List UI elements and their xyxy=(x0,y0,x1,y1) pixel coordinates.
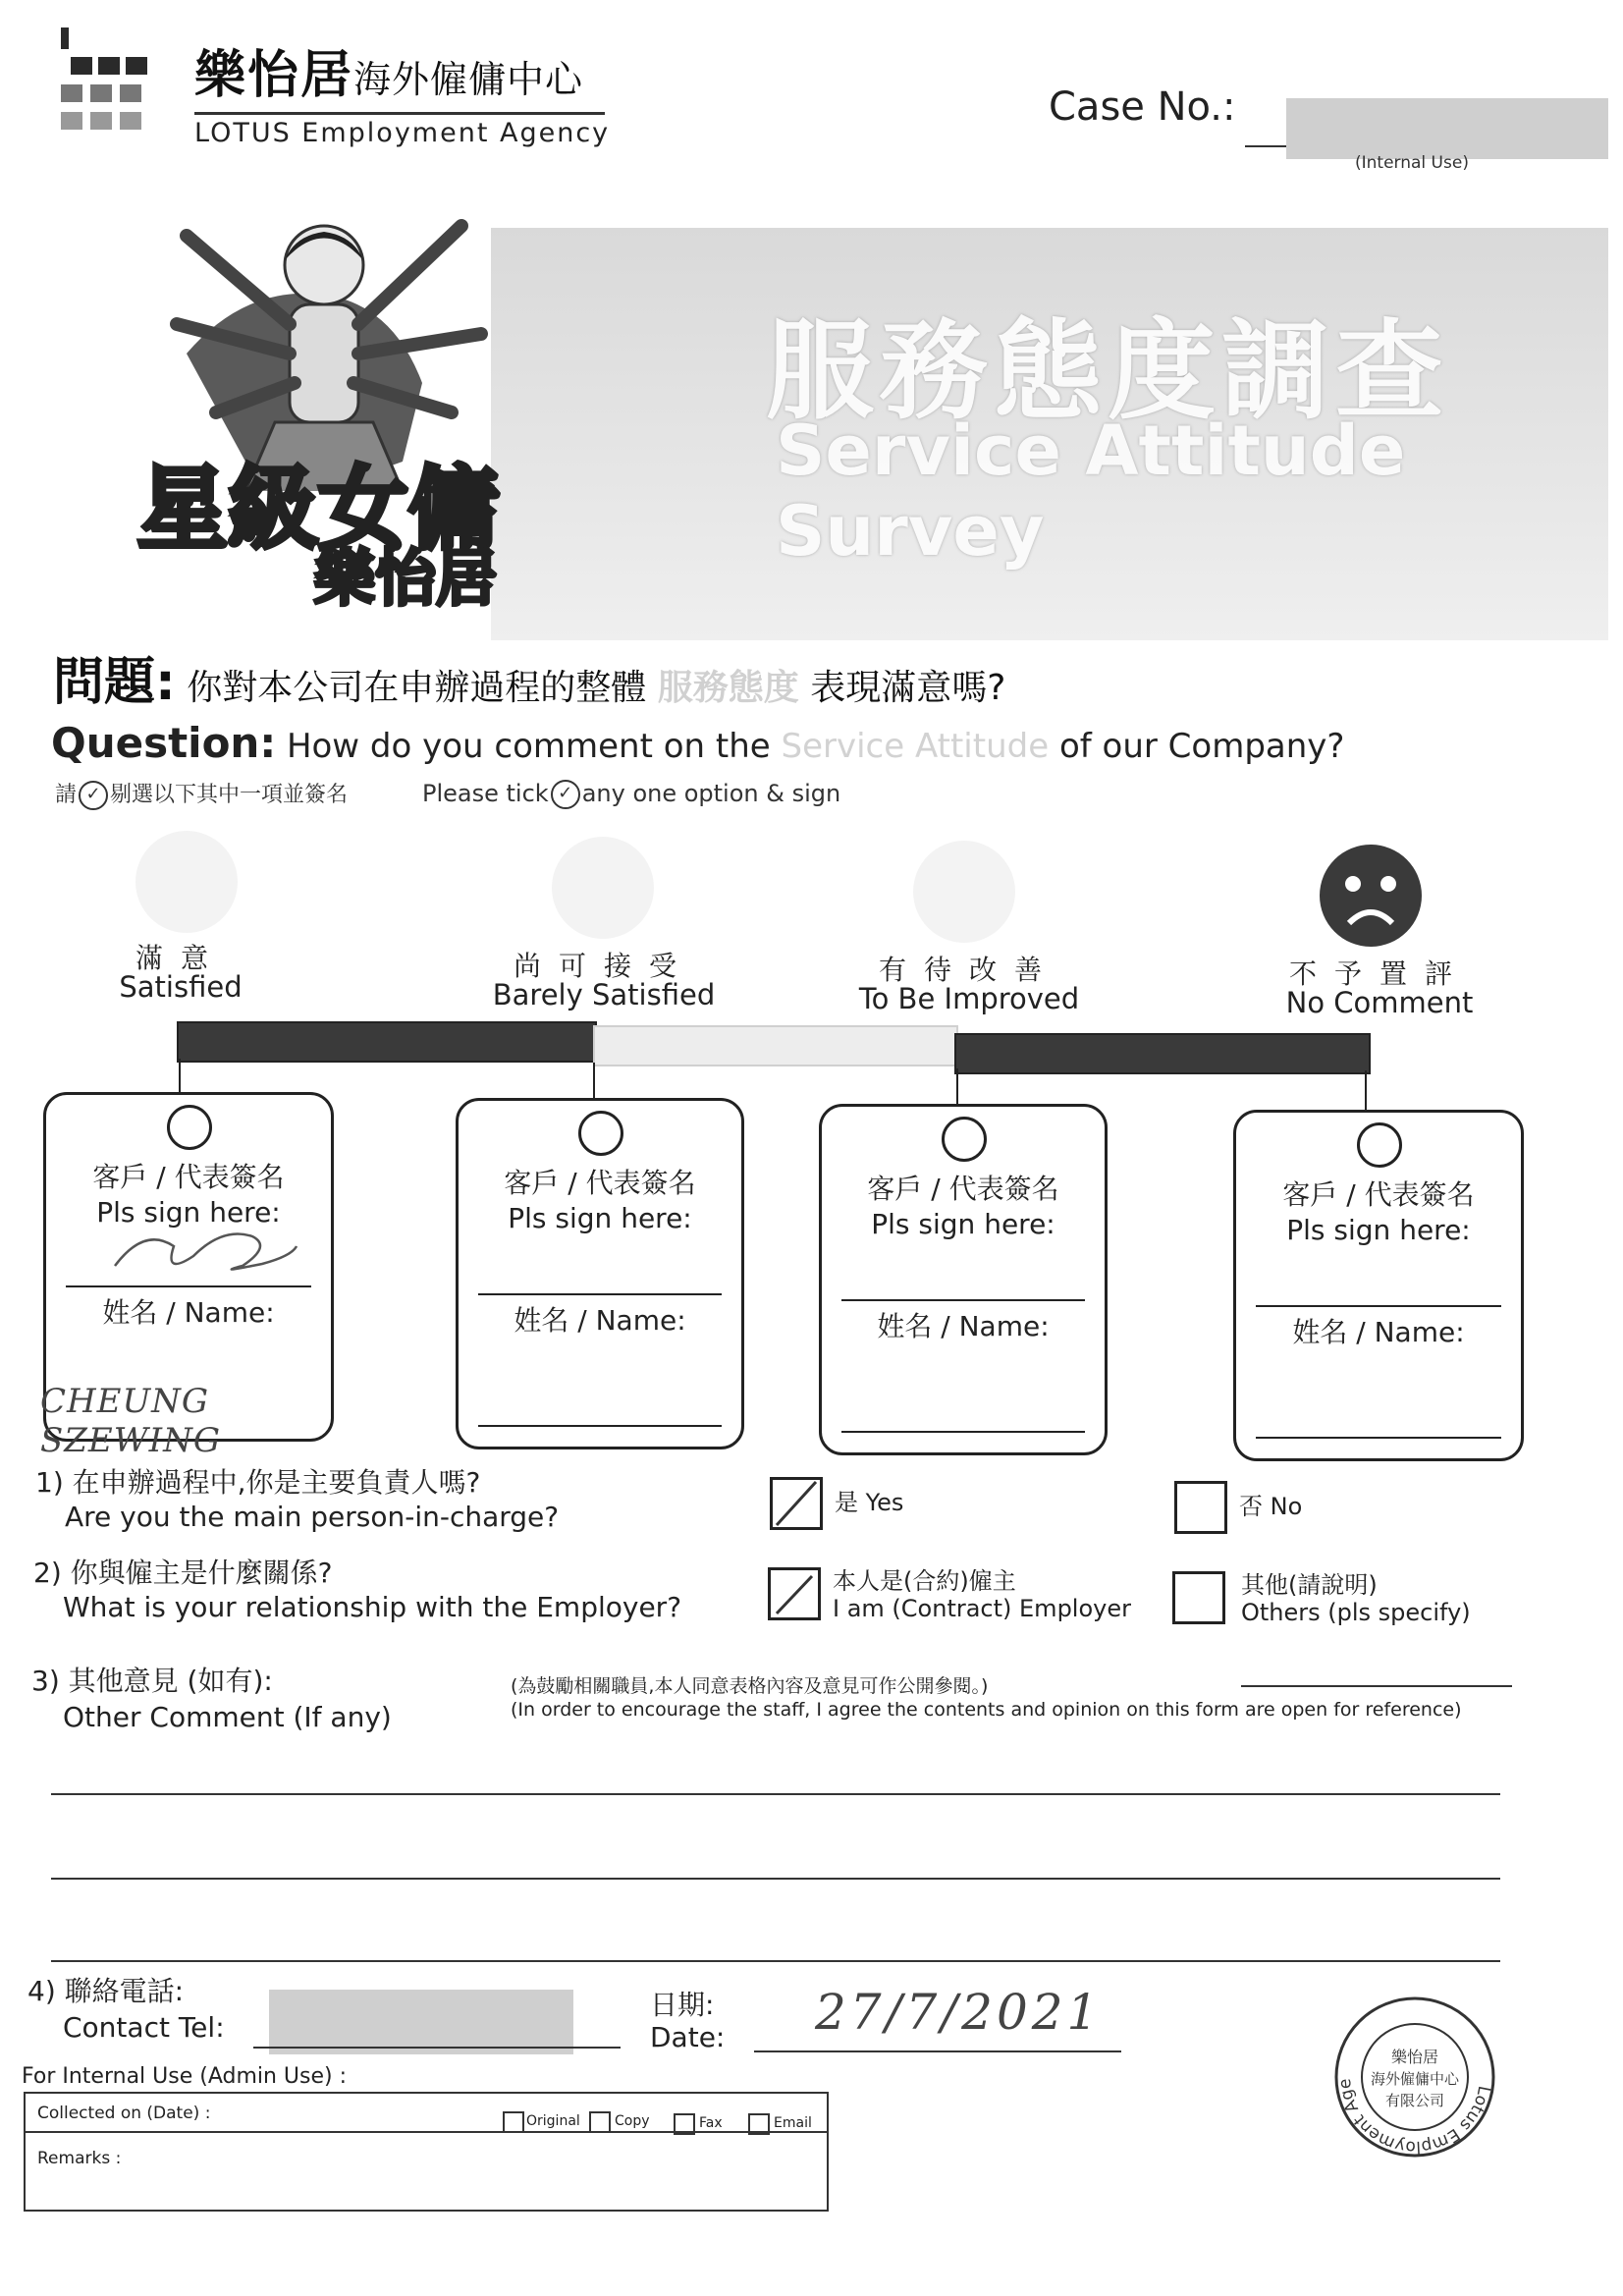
contact-tel-line[interactable] xyxy=(253,2047,621,2049)
tick-instruction-en: Please tick ✓ any one option & sign xyxy=(422,780,841,807)
banner-title-en: Service Attitude Survey xyxy=(776,410,1406,572)
tick-instruction-zh: 請 ✓ 剔選以下其中一項並簽名 xyxy=(55,778,348,810)
handwritten-name: CHEUNG SZEWING xyxy=(40,1382,222,1460)
brand-name-zh: 樂怡居海外僱傭中心 xyxy=(194,46,584,105)
option-radio-satisfied[interactable] xyxy=(167,1105,212,1150)
question-en: Question: How do you comment on the Service Attitude of our Company? xyxy=(51,719,1345,767)
q1-no-checkbox[interactable] xyxy=(1174,1481,1227,1534)
q1-label-zh: 1) 在申辦過程中,你是主要負責人嗎? xyxy=(35,1466,481,1499)
banner-title-zh: 服務態度調查 xyxy=(766,308,1449,434)
q2-employer-checkbox[interactable] xyxy=(768,1567,821,1620)
option-barely-en: Barely Satisfied xyxy=(492,978,716,1011)
remarks-label: Remarks : xyxy=(37,2149,122,2168)
q2-others-label: 其他(請說明) Others (pls specify) xyxy=(1241,1571,1471,1626)
q1-no-label: 否 No xyxy=(1239,1493,1303,1520)
brand-name-en: LOTUS Employment Agency xyxy=(194,118,611,148)
sign-line[interactable] xyxy=(841,1299,1085,1301)
name-label: 姓名 / Name: xyxy=(514,1304,686,1337)
option-radio-barely[interactable] xyxy=(578,1111,623,1156)
option-improve-en: To Be Improved xyxy=(858,982,1080,1015)
brand-divider xyxy=(194,112,605,115)
question-zh: 問題: 你對本公司在申辦過程的整體 服務態度 表現滿意嗎? xyxy=(53,653,1006,712)
svg-text:海外僱傭中心: 海外僱傭中心 xyxy=(1370,2070,1460,2088)
handwritten-signature xyxy=(105,1217,301,1276)
date-line[interactable] xyxy=(754,2050,1121,2052)
admin-fax-label: Fax xyxy=(699,2115,723,2131)
q1-yes-label: 是 Yes xyxy=(835,1489,904,1516)
admin-copy-label: Copy xyxy=(615,2113,650,2129)
sign-label-zh: 客戶 / 代表簽名 xyxy=(92,1161,285,1193)
admin-original-checkbox[interactable] xyxy=(503,2111,524,2133)
contact-tel-redacted xyxy=(269,1990,573,2054)
mascot-illustration xyxy=(128,167,540,609)
checkmark-icon xyxy=(771,1570,818,1617)
comment-line-3[interactable] xyxy=(51,1960,1500,1962)
option-nocomment-en: No Comment xyxy=(1285,986,1474,1019)
admin-email-label: Email xyxy=(774,2115,812,2131)
option-radio-improve[interactable] xyxy=(942,1117,987,1162)
option-improve-zh: 有待改善 xyxy=(878,954,1059,986)
option-satisfied-zh: 滿意 xyxy=(135,942,226,974)
q3-label-en: Other Comment (If any) xyxy=(63,1701,392,1733)
sign-label-en: Pls sign here: xyxy=(508,1202,692,1234)
option-barely-zh: 尚可接受 xyxy=(513,950,694,982)
checkmark-icon xyxy=(773,1480,820,1527)
sign-label-zh: 客戶 / 代表簽名 xyxy=(504,1167,696,1199)
frown-face-icon xyxy=(1320,845,1422,947)
case-number-label: Case No.: xyxy=(1049,84,1236,130)
q3-note-zh: (為鼓勵相關職員,本人同意表格內容及意見可作公開參閱。) xyxy=(511,1675,989,1697)
comment-line-2[interactable] xyxy=(51,1878,1500,1880)
collected-on-label: Collected on (Date) : xyxy=(37,2104,211,2123)
name-label: 姓名 / Name: xyxy=(1292,1316,1465,1348)
q4-label-zh: 4) 聯絡電話: xyxy=(27,1975,185,2007)
svg-text:Lotus Employment Agency Limite: Lotus Employment Age xyxy=(1334,2077,1494,2158)
signature-card-satisfied[interactable] xyxy=(40,1092,334,1460)
svg-text:樂怡居: 樂怡居 xyxy=(1390,2048,1439,2066)
sign-label-zh: 客戶 / 代表簽名 xyxy=(1282,1178,1475,1211)
sign-label-zh: 客戶 / 代表簽名 xyxy=(867,1173,1059,1205)
q2-others-checkbox[interactable] xyxy=(1172,1571,1225,1624)
svg-text:有限公司: 有限公司 xyxy=(1384,2092,1445,2109)
smiley-face-icon xyxy=(135,831,238,933)
admin-section-title: For Internal Use (Admin Use) : xyxy=(22,2064,348,2089)
sign-label-en: Pls sign here: xyxy=(96,1196,281,1229)
case-number-redacted xyxy=(1286,98,1608,159)
q2-label-zh: 2) 你與僱主是什麼關係? xyxy=(33,1557,333,1589)
tick-icon: ✓ xyxy=(551,780,580,809)
company-seal-stamp xyxy=(1331,1994,1498,2160)
sign-label-en: Pls sign here: xyxy=(1286,1214,1471,1246)
option-nocomment-zh: 不予置評 xyxy=(1288,957,1470,990)
company-logo-icon xyxy=(61,27,151,136)
signature-card-nocomment[interactable] xyxy=(1233,1110,1524,1461)
tick-icon: ✓ xyxy=(79,781,108,810)
q1-yes-checkbox[interactable] xyxy=(770,1477,823,1530)
case-number-note: (Internal Use) xyxy=(1355,153,1469,173)
admin-fax-checkbox[interactable] xyxy=(674,2113,695,2135)
improve-face-icon xyxy=(913,841,1015,943)
signature-card-barely[interactable] xyxy=(456,1098,744,1449)
hanger-bar-left xyxy=(177,1021,597,1063)
option-radio-nocomment[interactable] xyxy=(1357,1122,1402,1168)
q1-label-en: Are you the main person-in-charge? xyxy=(65,1501,560,1533)
admin-email-checkbox[interactable] xyxy=(748,2113,770,2135)
name-line[interactable] xyxy=(841,1431,1085,1433)
q2-employer-label: 本人是(合約)僱主 I am (Contract) Employer xyxy=(833,1567,1131,1622)
neutral-face-icon xyxy=(552,837,654,939)
hanger-bar-right xyxy=(954,1033,1371,1074)
q4-label-en: Contact Tel: xyxy=(63,2011,225,2044)
q3-note-en: (In order to encourage the staff, I agree the contents and opinion on this form are open for reference) xyxy=(511,1699,1462,1721)
name-label: 姓名 / Name: xyxy=(102,1296,275,1329)
mascot-subtitle: 樂怡居 xyxy=(314,542,498,609)
sign-label-en: Pls sign here: xyxy=(871,1208,1055,1240)
mascot-title: 星級女傭 xyxy=(137,457,500,562)
date-label-en: Date: xyxy=(650,2021,726,2053)
option-satisfied-en: Satisfied xyxy=(119,970,243,1004)
signature-card-improve[interactable] xyxy=(819,1104,1108,1455)
hanger-bar-middle xyxy=(593,1025,958,1066)
name-line[interactable] xyxy=(478,1425,722,1427)
name-label: 姓名 / Name: xyxy=(877,1310,1050,1342)
handwritten-date: 27/7/2021 xyxy=(815,1984,1103,2041)
q2-label-en: What is your relationship with the Employer? xyxy=(63,1591,682,1623)
date-label-zh: 日期: xyxy=(650,1989,715,2021)
sign-line[interactable] xyxy=(1256,1305,1501,1307)
q3-label-zh: 3) 其他意見 (如有): xyxy=(31,1665,273,1697)
admin-original-label: Original xyxy=(526,2113,580,2129)
comment-line-1[interactable] xyxy=(51,1793,1500,1795)
name-line[interactable] xyxy=(1256,1437,1501,1439)
admin-copy-checkbox[interactable] xyxy=(589,2111,611,2133)
sign-line[interactable] xyxy=(478,1293,722,1295)
